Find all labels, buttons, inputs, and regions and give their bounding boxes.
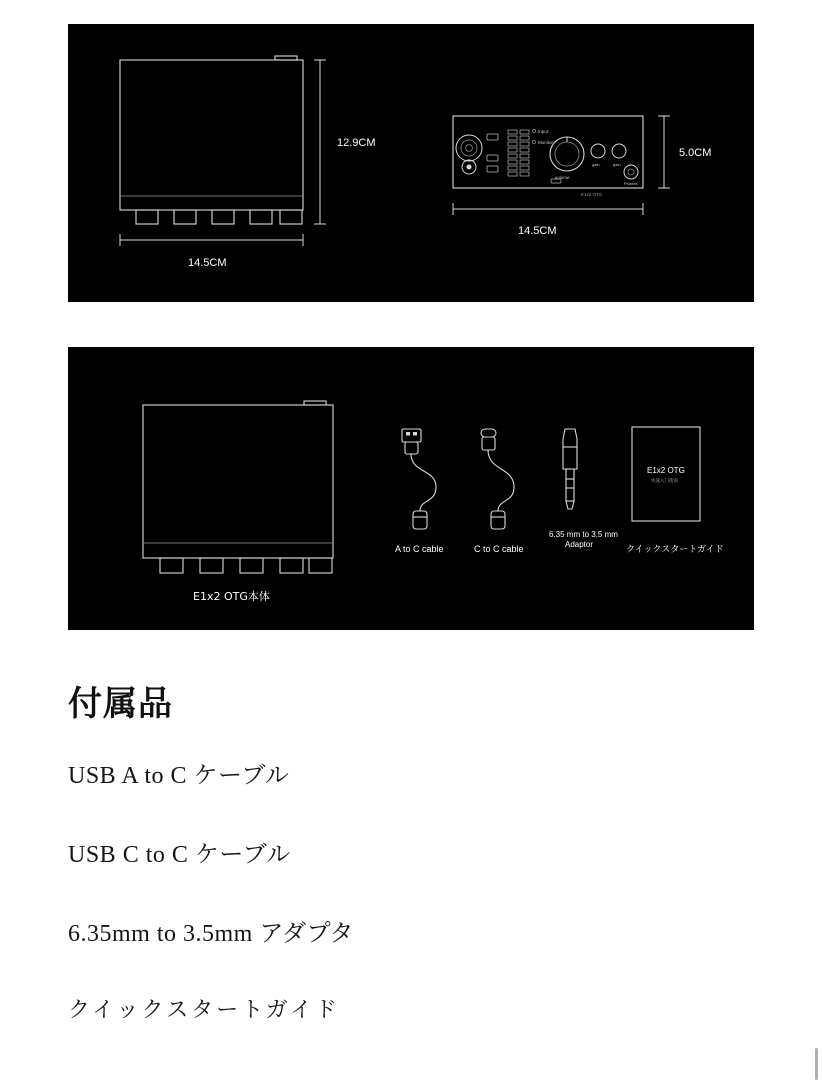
front-volume-label: volume [555, 175, 570, 180]
list-item: USB C to C ケーブル [68, 841, 291, 868]
depth-dimension-label: 14.5CM [188, 257, 227, 269]
guide-cover-subtitle: 快速入门指南 [651, 479, 678, 484]
front-monitor-label: Monitor [538, 140, 554, 145]
panel-background [68, 347, 754, 630]
height-dimension-label: 12.9CM [337, 137, 376, 149]
panel-background [68, 24, 754, 302]
accessories-list [68, 762, 768, 1075]
front-phones-label: Phones [624, 181, 638, 186]
item-label-c-to-c: C to C cable [474, 544, 524, 554]
item-label-adaptor-line2: Adaptor [565, 540, 594, 549]
item-label-guide: クイックスタートガイド [626, 545, 724, 555]
front-gain-label-2: gain [613, 162, 621, 167]
guide-cover-title: E1x2 OTG [647, 466, 685, 475]
device-label: E1x2 OTG本体 [193, 590, 270, 603]
box-contents-image [68, 347, 754, 630]
front-brand-label: E1x2 OTG [581, 192, 603, 197]
list-item: クイックスタートガイド [68, 998, 340, 1024]
list-item: USB A to C ケーブル [68, 763, 290, 789]
page-title: 付属品 [68, 684, 173, 724]
list-item: 6.35mm to 3.5mm アダプタ [68, 920, 354, 947]
product-dimensions-image [68, 24, 754, 302]
box-contents-diagram [68, 347, 754, 630]
front-gain-label: gain [592, 162, 600, 167]
dimensions-diagram [68, 24, 754, 302]
item-label-a-to-c: A to C cable [395, 544, 444, 554]
front-height-dimension-label: 5.0CM [679, 147, 712, 159]
scrollbar[interactable] [815, 1048, 818, 1080]
front-width-dimension-label: 14.5CM [518, 225, 557, 237]
front-input-label: Input [538, 129, 549, 134]
item-label-adaptor-line1: 6.35 mm to 3.5 mm [549, 530, 618, 539]
